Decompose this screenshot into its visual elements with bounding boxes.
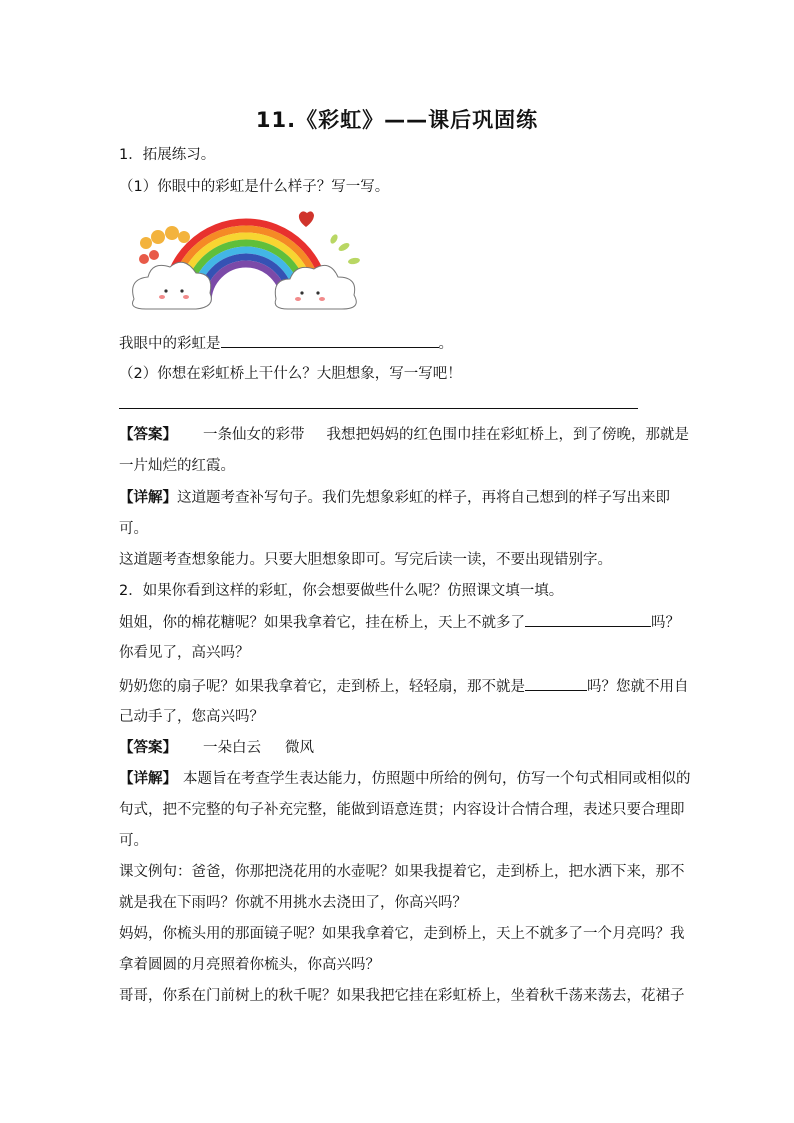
question-1-sub-2: （2）你想在彩虹桥上干什么？大胆想象，写一写吧！ [119,366,462,382]
sentence-2-end: 吗？您就不用自 [587,679,689,695]
sentence-2-start: 奶奶您的扇子呢？如果我拿着它，走到桥上，轻轻扇，那不就是 [119,679,525,695]
answer-1-continued: 一片灿烂的红霞。 [119,458,235,474]
explanation-tag: 【详解】 [119,771,177,787]
answer-blank-3[interactable] [525,612,651,627]
fill-in-line-1 [119,333,453,354]
rainbow-clouds-icon [126,207,366,317]
question-2-sentence-2 [119,676,689,697]
explanation-tag: 【详解】 [119,490,177,506]
explanation-2-line-8: 哥哥，你系在门前树上的秋千呢？如果我把它挂在彩虹桥上，坐着秋千荡来荡去，花裙子 [119,988,685,1004]
sentence-1-end: 吗？ [651,615,680,631]
answer-2-part-1: 一朵白云 [203,740,261,756]
sentence-1-start: 姐姐，你的棉花糖呢？如果我拿着它，挂在桥上，天上不就多了 [119,615,525,631]
explanation-2-line-4: 课文例句：爸爸，你那把浇花用的水壶呢？如果我提着它，走到桥上，把水洒下来，那不 [119,864,685,880]
explanation-1-text-2: 这道题考查想象能力。只要大胆想象即可。写完后读一读，不要出现错别字。 [119,552,612,568]
explanation-1-text: 这道题考查补写句子。我们先想象彩虹的样子，再将自己想到的样子写出来即 [177,490,670,506]
fill-1-prefix: 我眼中的彩虹是 [119,336,221,352]
answer-tag: 【答案】 [119,740,177,756]
answer-1-part-2: 我想把妈妈的红色围巾挂在彩虹桥上，到了傍晚，那就是 [326,427,689,443]
question-2-sentence-1-continued: 你看见了，高兴吗？ [119,645,250,661]
answer-2 [119,738,314,758]
question-2-sentence-2-continued: 己动手了，您高兴吗？ [119,709,264,725]
answer-blank-1[interactable] [221,333,439,348]
question-2-heading: 2．如果你看到这样的彩虹，你会想要做些什么呢？仿照课文填一填。 [119,583,564,599]
question-2-sentence-1 [119,612,680,633]
answer-line-2[interactable] [119,408,638,409]
explanation-2-line-1: 本题旨在考查学生表达能力，仿照题中所给的例句，仿写一个句式相同或相似的 [183,771,691,787]
explanation-2-line-2: 句式，把不完整的句子补充完整，能做到语意连贯；内容设计合情合理，表述只要合理即 [119,802,685,818]
answer-1-part-1: 一条仙女的彩带 [203,427,305,443]
answer-blank-4[interactable] [525,676,587,691]
answer-1 [119,425,689,445]
explanation-1-continued: 可。 [119,521,148,537]
explanation-2-line-7: 拿着圆圆的月亮照着你梳头，你高兴吗？ [119,957,380,973]
explanation-2-line-5: 就是我在下雨吗？你就不用挑水去浇田了，你高兴吗？ [119,895,467,911]
page-title: 11.《彩虹》——课后巩固练 [255,108,539,132]
answer-tag: 【答案】 [119,427,177,443]
question-1-sub-1: （1）你眼中的彩虹是什么样子？写一写。 [119,179,390,195]
fill-1-suffix: 。 [438,336,453,352]
explanation-2 [119,769,691,789]
explanation-1 [119,488,670,508]
explanation-2-line-3: 可。 [119,833,148,849]
question-1-heading: 1．拓展练习。 [119,147,216,163]
explanation-2-line-6: 妈妈，你梳头用的那面镜子呢？如果我拿着它，走到桥上，天上不就多了一个月亮吗？我 [119,926,685,942]
answer-2-part-2: 微风 [285,740,314,756]
